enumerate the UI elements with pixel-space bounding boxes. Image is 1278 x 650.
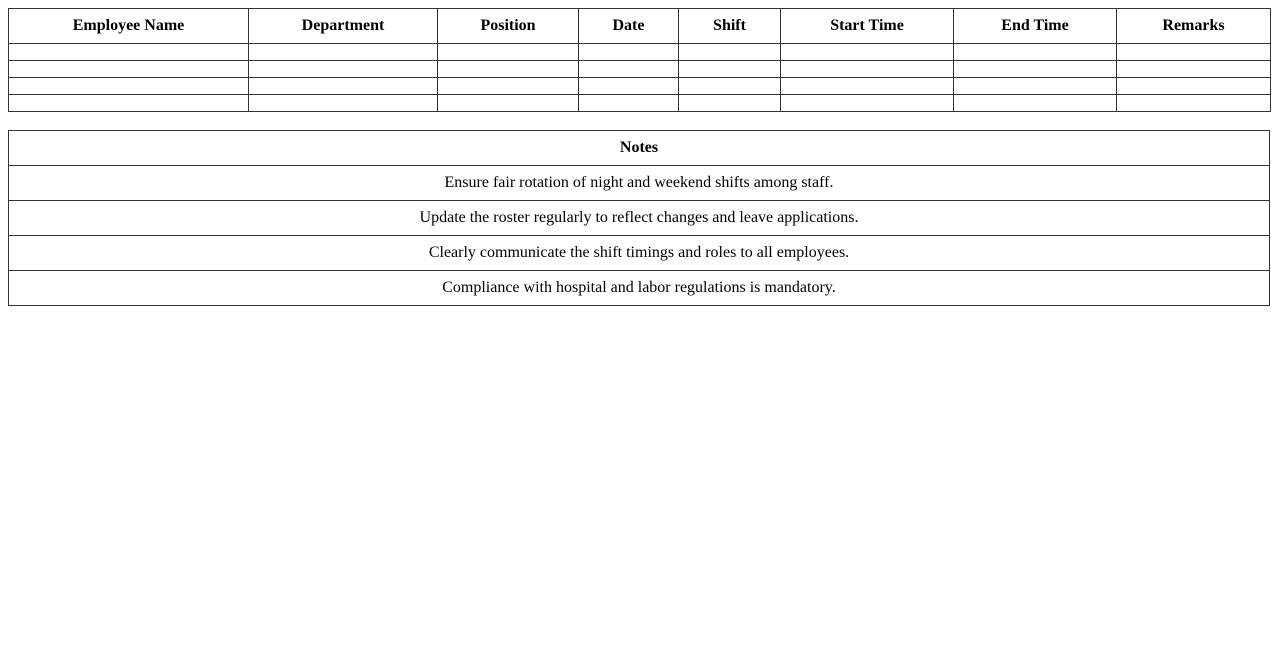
table-cell: [9, 44, 249, 61]
table-cell: [438, 78, 579, 95]
document-body: [8, 8, 1270, 306]
table-cell: [438, 61, 579, 78]
table-cell: [679, 61, 781, 78]
table-cell: [1117, 78, 1271, 95]
notes-header-row: [9, 131, 1270, 166]
list-item: [9, 236, 1270, 271]
table-cell: [781, 61, 954, 78]
header-end-time: End Time: [954, 9, 1117, 44]
list-item: [9, 201, 1270, 236]
table-cell: [579, 44, 679, 61]
table-cell: [579, 95, 679, 112]
table-cell: [781, 44, 954, 61]
notes-title: Notes: [9, 131, 1270, 166]
note-text: Compliance with hospital and labor regulations is mandatory.: [9, 271, 1270, 306]
table-cell: [781, 78, 954, 95]
table-cell: [438, 44, 579, 61]
table-cell: [954, 61, 1117, 78]
notes-table: [8, 130, 1270, 306]
table-cell: [249, 44, 438, 61]
table-cell: [438, 95, 579, 112]
table-cell: [249, 78, 438, 95]
header-remarks: Remarks: [1117, 9, 1271, 44]
list-item: [9, 271, 1270, 306]
table-cell: [9, 78, 249, 95]
note-text: Update the roster regularly to reflect changes and leave applications.: [9, 201, 1270, 236]
note-text: Ensure fair rotation of night and weekend shifts among staff.: [9, 166, 1270, 201]
header-position: Position: [438, 9, 579, 44]
list-item: [9, 166, 1270, 201]
header-shift: Shift: [679, 9, 781, 44]
table-cell: [679, 44, 781, 61]
table-cell: [954, 95, 1117, 112]
table-cell: [9, 95, 249, 112]
table-cell: [679, 78, 781, 95]
table-cell: [1117, 95, 1271, 112]
table-row: [9, 95, 1271, 112]
table-row: [9, 44, 1271, 61]
table-cell: [1117, 44, 1271, 61]
table-row: [9, 61, 1271, 78]
table-cell: [9, 61, 249, 78]
header-department: Department: [249, 9, 438, 44]
shift-roster-table: [8, 8, 1271, 112]
table-row: [9, 78, 1271, 95]
table-cell: [1117, 61, 1271, 78]
header-employee-name: Employee Name: [9, 9, 249, 44]
table-cell: [249, 61, 438, 78]
table-cell: [954, 44, 1117, 61]
roster-header-row: [9, 9, 1271, 44]
table-cell: [954, 78, 1117, 95]
table-cell: [579, 78, 679, 95]
note-text: Clearly communicate the shift timings and roles to all employees.: [9, 236, 1270, 271]
table-cell: [679, 95, 781, 112]
table-cell: [249, 95, 438, 112]
header-date: Date: [579, 9, 679, 44]
table-cell: [781, 95, 954, 112]
table-cell: [579, 61, 679, 78]
header-start-time: Start Time: [781, 9, 954, 44]
